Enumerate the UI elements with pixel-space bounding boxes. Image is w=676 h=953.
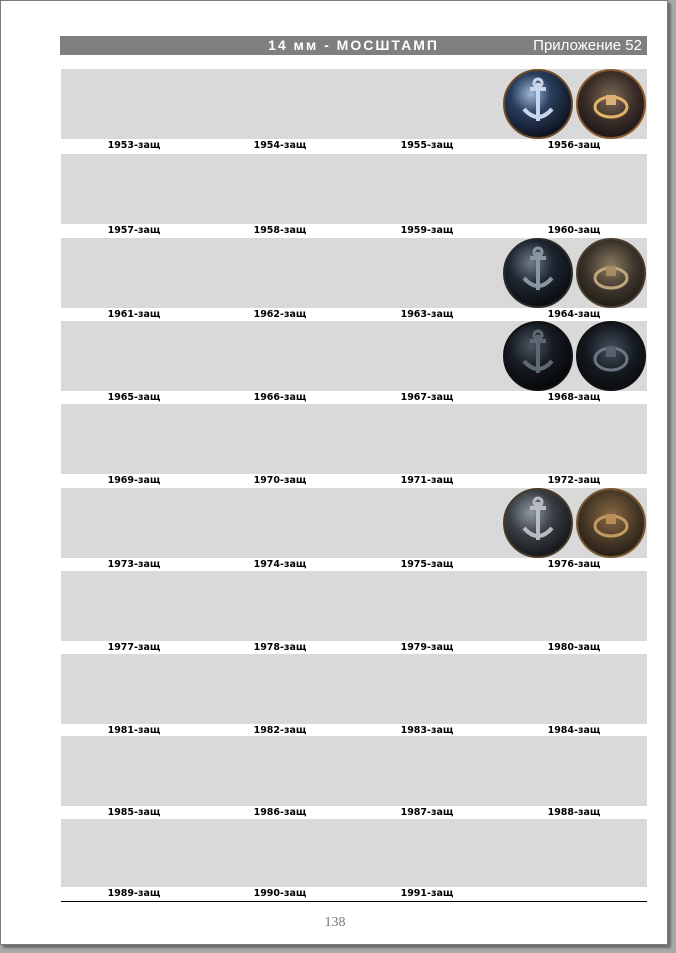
item-code: 1954-защ — [253, 140, 307, 151]
item-code: 1962-защ — [253, 309, 307, 320]
item-code: 1981-защ — [107, 725, 161, 736]
item-code: 1964-защ — [547, 309, 601, 320]
item-code: 1977-защ — [107, 642, 161, 653]
item-code: 1980-защ — [547, 642, 601, 653]
item-code: 1982-защ — [253, 725, 307, 736]
bottom-rule — [61, 901, 647, 902]
button-photo-back — [575, 488, 647, 558]
item-code: 1984-защ — [547, 725, 601, 736]
photo-band — [61, 819, 647, 887]
item-code: 1958-защ — [253, 225, 307, 236]
item-code: 1989-защ — [107, 888, 161, 899]
item-code: 1987-защ — [400, 807, 454, 818]
page-header — [60, 36, 647, 55]
appendix-label: Приложение 52 — [533, 37, 642, 54]
item-code: 1961-защ — [107, 309, 161, 320]
item-code: 1956-защ — [547, 140, 601, 151]
item-code: 1983-защ — [400, 725, 454, 736]
item-code: 1990-защ — [253, 888, 307, 899]
photo-band — [61, 571, 647, 641]
photo-band — [61, 154, 647, 224]
item-code: 1991-защ — [400, 888, 454, 899]
item-code: 1978-защ — [253, 642, 307, 653]
photo-band — [61, 736, 647, 806]
button-photo-back — [575, 238, 647, 308]
item-code: 1953-защ — [107, 140, 161, 151]
header-title: 14 мм - МОСШТАМП — [268, 37, 439, 53]
item-code: 1969-защ — [107, 475, 161, 486]
button-photo-front — [502, 238, 574, 308]
item-code: 1972-защ — [547, 475, 601, 486]
button-photo-front — [502, 488, 574, 558]
item-code: 1986-защ — [253, 807, 307, 818]
item-code: 1979-защ — [400, 642, 454, 653]
item-code: 1985-защ — [107, 807, 161, 818]
item-code: 1976-защ — [547, 559, 601, 570]
item-code: 1970-защ — [253, 475, 307, 486]
item-code: 1960-защ — [547, 225, 601, 236]
item-code: 1968-защ — [547, 392, 601, 403]
item-code: 1963-защ — [400, 309, 454, 320]
item-code: 1959-защ — [400, 225, 454, 236]
item-code: 1966-защ — [253, 392, 307, 403]
button-photo-back — [575, 69, 647, 139]
button-photo-back — [575, 321, 647, 391]
button-photo-front — [502, 321, 574, 391]
button-photo-front — [502, 69, 574, 139]
item-code: 1957-защ — [107, 225, 161, 236]
item-code: 1967-защ — [400, 392, 454, 403]
page-number: 138 — [324, 915, 346, 930]
item-code: 1973-защ — [107, 559, 161, 570]
item-code: 1955-защ — [400, 140, 454, 151]
item-code: 1965-защ — [107, 392, 161, 403]
photo-band — [61, 654, 647, 724]
item-code: 1974-защ — [253, 559, 307, 570]
item-code: 1988-защ — [547, 807, 601, 818]
item-code: 1971-защ — [400, 475, 454, 486]
item-code: 1975-защ — [400, 559, 454, 570]
photo-band — [61, 404, 647, 474]
